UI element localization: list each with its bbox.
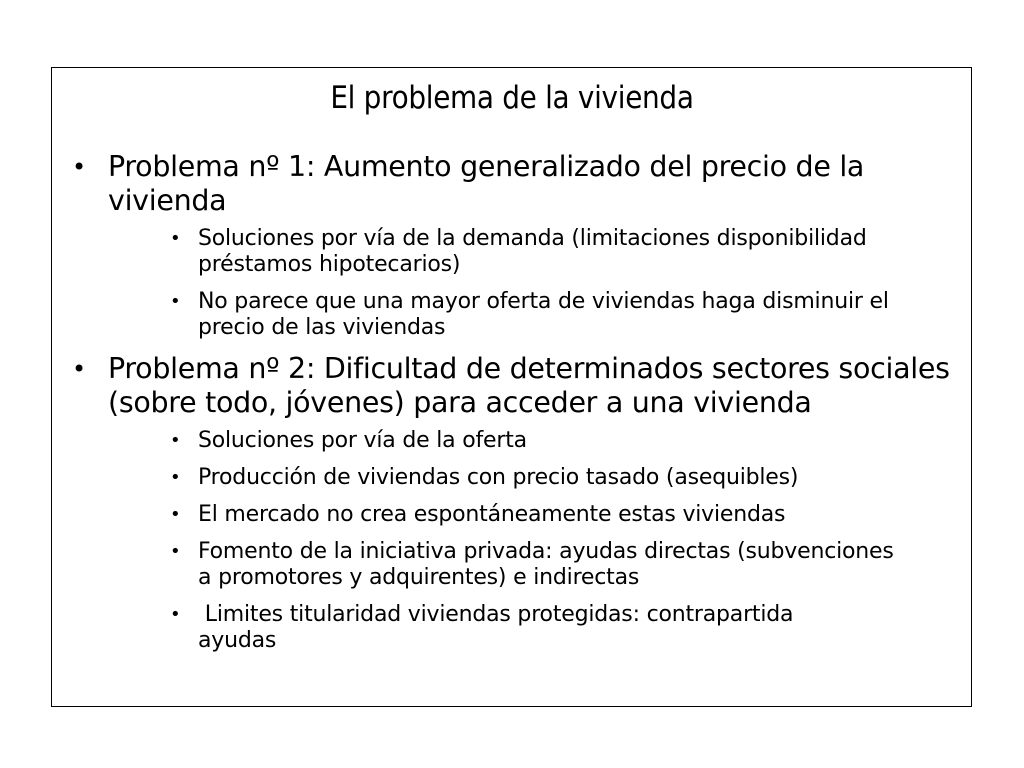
sub-bullet-text: El mercado no crea espontáneamente estas viviendas — [198, 502, 786, 527]
bullet-item-problem-1 — [70, 150, 970, 218]
sub-bullet-list — [170, 428, 970, 654]
bullet-text: Problema nº 2: Dificultad de determinados sectores sociales (sobre todo, jóvenes) para acceder a una vivienda — [108, 352, 950, 419]
sub-bullet-text: Soluciones por vía de la demanda (limitaciones disponibilidad préstamos hipotecarios) — [198, 226, 867, 277]
sub-bullet-item — [170, 289, 898, 341]
sub-bullet-item — [170, 539, 898, 591]
bullet-icon: • — [170, 504, 181, 525]
bullet-icon: • — [170, 291, 181, 312]
slide-content — [70, 146, 970, 665]
sub-bullet-text: Soluciones por vía de la oferta — [198, 428, 527, 453]
sub-bullet-item — [170, 465, 898, 491]
sub-bullet-text: No parece que una mayor oferta de viviendas haga disminuir el precio de las viviendas — [198, 289, 889, 340]
sub-bullet-item — [170, 602, 878, 654]
bullet-icon: • — [170, 228, 181, 249]
slide-title: El problema de la vivienda — [330, 80, 694, 116]
sub-bullet-item — [170, 428, 898, 454]
bullet-icon: • — [72, 153, 86, 181]
bullet-icon: • — [170, 604, 181, 625]
bullet-icon: • — [170, 541, 181, 562]
sub-bullet-text: Producción de viviendas con precio tasado (asequibles) — [198, 465, 799, 490]
sub-bullet-text: Limites titularidad viviendas protegidas: contrapartida ayudas — [198, 602, 801, 653]
sub-bullet-item — [170, 226, 898, 278]
sub-bullet-text: Fomento de la iniciativa privada: ayudas directas (subvenciones a promotores y adquirentes) e indirectas — [198, 539, 894, 590]
sub-bullet-item — [170, 502, 898, 528]
bullet-text: Problema nº 1: Aumento generalizado del precio de la vivienda — [108, 150, 865, 217]
bullet-icon: • — [72, 355, 86, 383]
bullet-item-problem-2 — [70, 352, 970, 420]
bullet-icon: • — [170, 467, 181, 488]
sub-bullet-list — [170, 226, 970, 341]
bullet-icon: • — [170, 430, 181, 451]
